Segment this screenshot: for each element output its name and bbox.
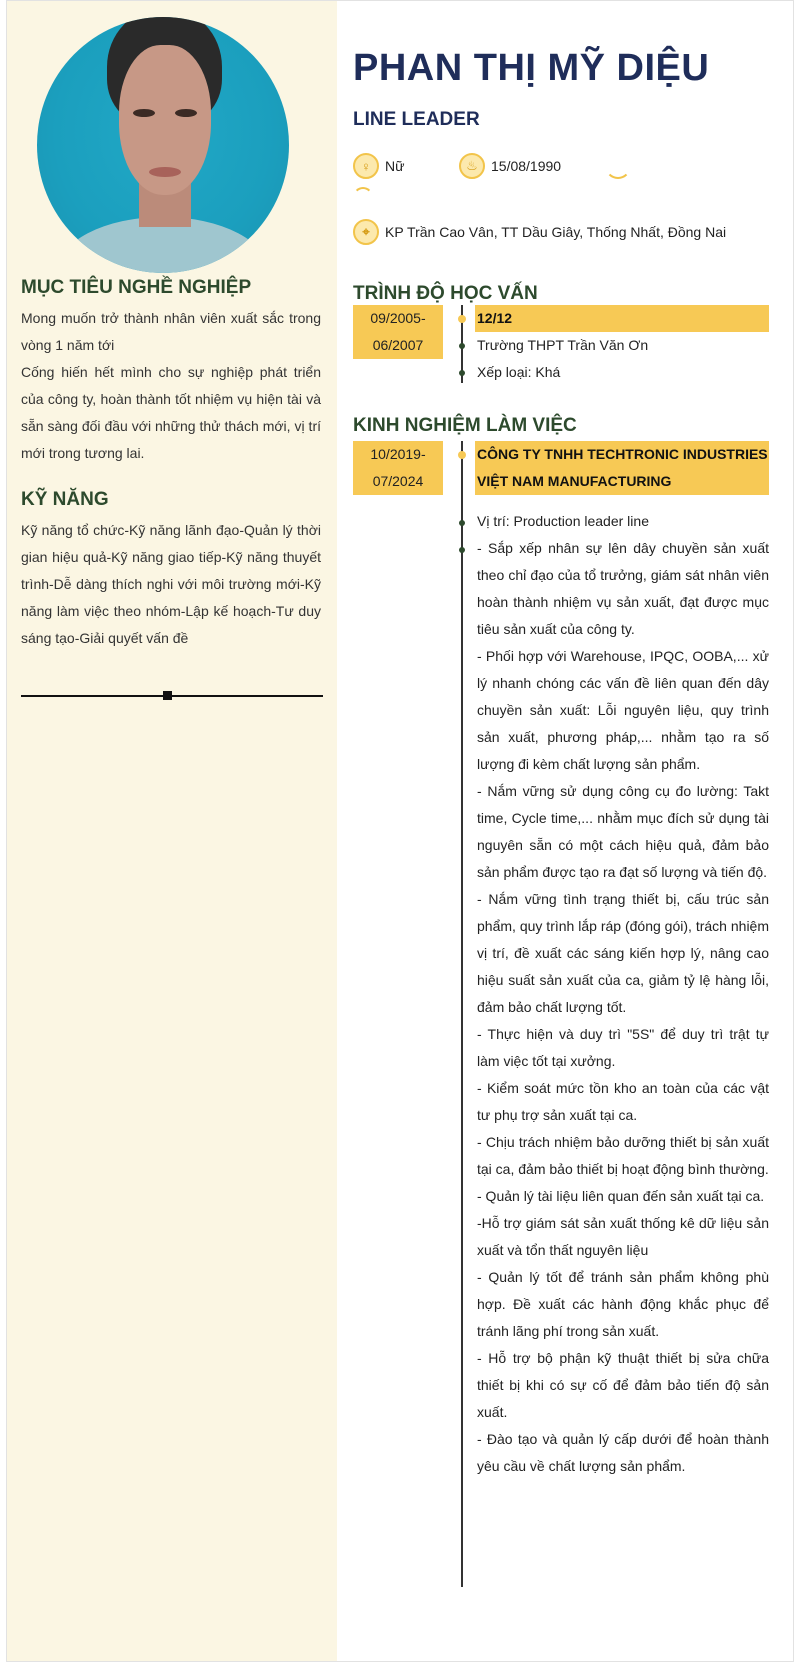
timeline-dot [459,370,465,376]
avatar [37,17,289,273]
skills-heading: KỸ NĂNG [21,489,109,510]
birthday-value: 15/08/1990 [491,158,562,174]
skills-text: Kỹ năng tổ chức-Kỹ năng lãnh đạo-Quản lý thời gian hiệu quả-Kỹ năng giao tiếp-Kỹ năng thuyết trình-Dễ dàng thích nghi với môi trường mới-Kỹ năng làm việc theo nhóm-Lập kế hoạch-Tư duy sáng tạo-Giải quyết vấn đề [21,522,321,646]
education-grade: Xếp loại: Khá [477,364,561,380]
placeholder-icon [605,153,631,179]
divider-dot [163,691,172,700]
gender-icon: ♀ [353,153,379,179]
job-title: LINE LEADER [353,109,480,130]
candidate-name: PHAN THỊ MỸ DIỆU [353,47,710,89]
timeline-dot [459,343,465,349]
gender-info [353,153,404,179]
birthday-info [459,153,561,179]
education-school: Trường THPT Trần Văn Ơn [477,337,649,353]
timeline-dot [459,547,465,553]
education-heading: TRÌNH ĐỘ HỌC VẤN [353,283,538,304]
left-sidebar [7,1,337,1661]
placeholder-icon-top [353,187,373,207]
timeline-dot [459,520,465,526]
experience-company: CÔNG TY TNHH TECHTRONIC INDUSTRIES VIỆT NAM MANUFACTURING [475,441,769,495]
education-date: 09/2005- 06/2007 [353,305,443,359]
timeline-dot [458,315,466,323]
map-icon: ⌖ [353,219,379,245]
objective-heading: MỤC TIÊU NGHỀ NGHIỆP [21,277,252,298]
education-degree: 12/12 [475,305,769,332]
gender-value: Nữ [385,158,405,174]
address-value: KP Trần Cao Vân, TT Dầu Giây, Thống Nhất, Đồng Nai [385,224,727,240]
timeline-dot [458,451,466,459]
experience-position: Vị trí: Production leader line [477,513,649,529]
divider [21,695,323,697]
experience-heading: KINH NGHIỆM LÀM VIỆC [353,415,577,436]
experience-date: 10/2019- 07/2024 [353,441,443,495]
experience-details: - Sắp xếp nhân sự lên dây chuyền sản xuất theo chỉ đạo của tổ trưởng, giám sát nhân viên hoàn thành nhiệm vụ sản xuất, đạt được mục tiêu sản xuất của công ty. - Phối hợp với Warehouse, IPQC, OOBA,... xử lý nhanh chóng các vấn đề liên quan đến dây chuyền sản xuất: Lỗi nguyên liệu, quy trình sản xuất, phương pháp,... nhằm tạo ra số lượng đi kèm chất lượng sản phẩm. - Nắm vững sử dụng công cụ đo lường: Takt time, Cycle time,... nhằm mục đích sử dụng tài nguyên sẵn có một cách hiệu quả, đảm bảo sản phẩm được tạo ra đạt số lượng và tiến độ. - Nắm vững tình trạng thiết bị, cấu trúc sản phẩm, quy trình lắp ráp (đóng gói), trách nhiệm vị trí, đề xuất các sáng kiến hợp lý, nâng cao hiệu suất sản xuất của ca, giảm tỷ lệ hàng lỗi, đảm bảo chất lượng tốt. - Thực hiện và duy trì "5S" để duy trì trật tự làm việc tốt tại xưởng. - Kiểm soát mức tồn kho an toàn của các vật tư phụ trợ sản xuất tại ca. - Chịu trách nhiệm bảo dưỡng thiết bị sản xuất tại ca, đảm bảo thiết bị hoạt động bình thường. - Quản lý tài liệu liên quan đến sản xuất tại ca. -Hỗ trợ giám sát sản xuất thống kê dữ liệu sản xuất và tổn thất nguyên liệu - Quản lý tốt để tránh sản phẩm không phù hợp. Đề xuất các hành động khắc phục để tránh lãng phí trong sản xuất. - Hỗ trợ bộ phận kỹ thuật thiết bị sửa chữa thiết bị khi có sự cố để đảm bảo tiến độ sản xuất. - Đào tạo và quản lý cấp dưới để hoàn thành yêu cầu về chất lượng sản phẩm. [477,540,769,1474]
cv-page [6,0,794,1662]
experience-timeline [461,441,463,1587]
address-info [353,219,726,245]
cake-icon: ♨ [459,153,485,179]
objective-text: Mong muốn trở thành nhân viên xuất sắc trong vòng 1 năm tới Cống hiến hết mình cho sự nghiệp phát triển của công ty, hoàn thành tốt nhiệm vụ hiện tài và sẵn sàng đối đầu với những thử thách mới, vị trí mới trong tương lai. [21,310,321,461]
